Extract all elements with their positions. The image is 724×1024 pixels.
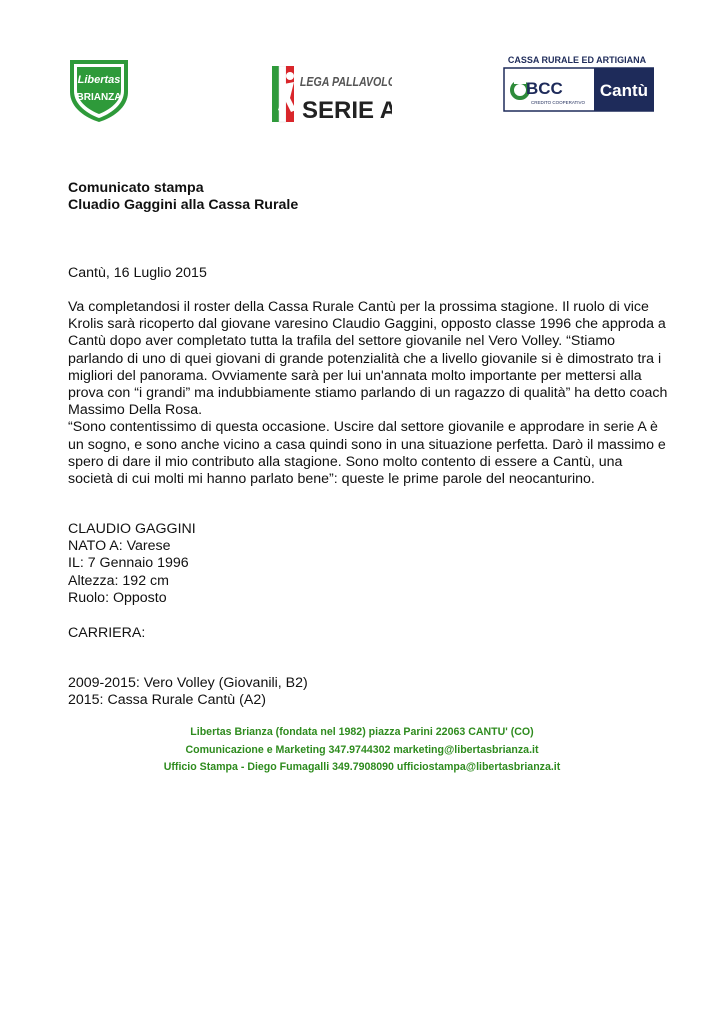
- heading-label: Comunicato stampa: [68, 180, 204, 196]
- body-paragraph: Va completandosi il roster della Cassa Rurale Cantù per la prossima stagione. Il ruolo di vice Krolis sarà ricoperto dal giovane varesino Claudio Gaggini, opposto classe 1996 che approda a Cantù dopo aver completato tutta la trafila del settore giovanile nel Vero Volley. “Stiamo parlando di uno di quei giovani di grande potenzialità che a livello giovanile si è dimostrato tra i migliori del panorama. Ovviamente sarà per lui un'annata molto importante per mettersi alla prova con “i grandi” ma indubbiamente stiamo parlando di un ragazzo di qualità” ha detto coach Massimo Della Rosa.: [68, 299, 668, 419]
- footer-press-office: Ufficio Stampa - Diego Fumagalli 349.7908090 ufficiostampa@libertasbrianza.it: [163, 761, 561, 773]
- career-heading: [68, 625, 668, 642]
- svg-text:LEGA PALLAVOLO: LEGA PALLAVOLO: [299, 73, 392, 90]
- svg-text:Cantù: Cantù: [599, 81, 649, 100]
- date-text: Cantù, 16 Luglio 2015: [68, 265, 207, 281]
- player-height: Altezza: 192 cm: [68, 572, 169, 589]
- svg-text:CASSA RURALE ED ARTIGIANA: CASSA RURALE ED ARTIGIANA: [507, 55, 647, 65]
- player-profile: [68, 521, 668, 607]
- heading-title: Cluadio Gaggini alla Cassa Rurale: [68, 197, 299, 214]
- player-birthdate: IL: 7 Gennaio 1996: [68, 555, 189, 572]
- lega-pallavolo-icon: [272, 66, 392, 124]
- bcc-logo-icon: [500, 54, 654, 112]
- player-role: Ruolo: Opposto: [68, 589, 167, 606]
- career-item: 2009-2015: Vero Volley (Giovanili, B2): [68, 675, 308, 691]
- svg-text:BRIANZA: BRIANZA: [76, 92, 122, 103]
- career-item: 2015: Cassa Rurale Cantù (A2): [68, 692, 266, 709]
- bcc-cassa-rurale-logo: [500, 54, 654, 112]
- player-name: CLAUDIO GAGGINI: [68, 521, 196, 537]
- svg-text:Libertas: Libertas: [77, 74, 121, 86]
- career-list: [68, 675, 668, 709]
- footer-contacts: [0, 724, 724, 777]
- svg-text:CREDITO COOPERATIVO: CREDITO COOPERATIVO: [530, 100, 586, 105]
- footer-address: Libertas Brianza (fondata nel 1982) piazza Parini 22063 CANTU' (CO): [190, 726, 534, 738]
- press-release-body: [68, 299, 668, 488]
- svg-text:SERIE A: SERIE A: [302, 97, 392, 124]
- libertas-brianza-logo: [66, 56, 132, 124]
- libertas-shield-icon: [66, 56, 132, 124]
- date-line: [68, 265, 668, 282]
- lega-pallavolo-serie-a-logo: [272, 66, 392, 124]
- svg-text:BCC: BCC: [526, 79, 563, 98]
- body-paragraph: “Sono contentissimo di questa occasione. Uscire dal settore giovanile e approdare in serie A è un sogno, e sono anche vicino a casa quindi sono in una situazione perfetta. Darò il massimo e spero di dare il mio contributo alla stagione. Sono molto contento di essere a Cantù, una società di cui molti mi hanno parlato bene”: queste le prime parole del neocanturino.: [68, 419, 666, 488]
- player-birthplace: NATO A: Varese: [68, 538, 171, 555]
- career-heading-text: CARRIERA:: [68, 625, 146, 641]
- press-release-heading: [68, 180, 668, 214]
- footer-marketing: Comunicazione e Marketing 347.9744302 marketing@libertasbrianza.it: [185, 743, 539, 756]
